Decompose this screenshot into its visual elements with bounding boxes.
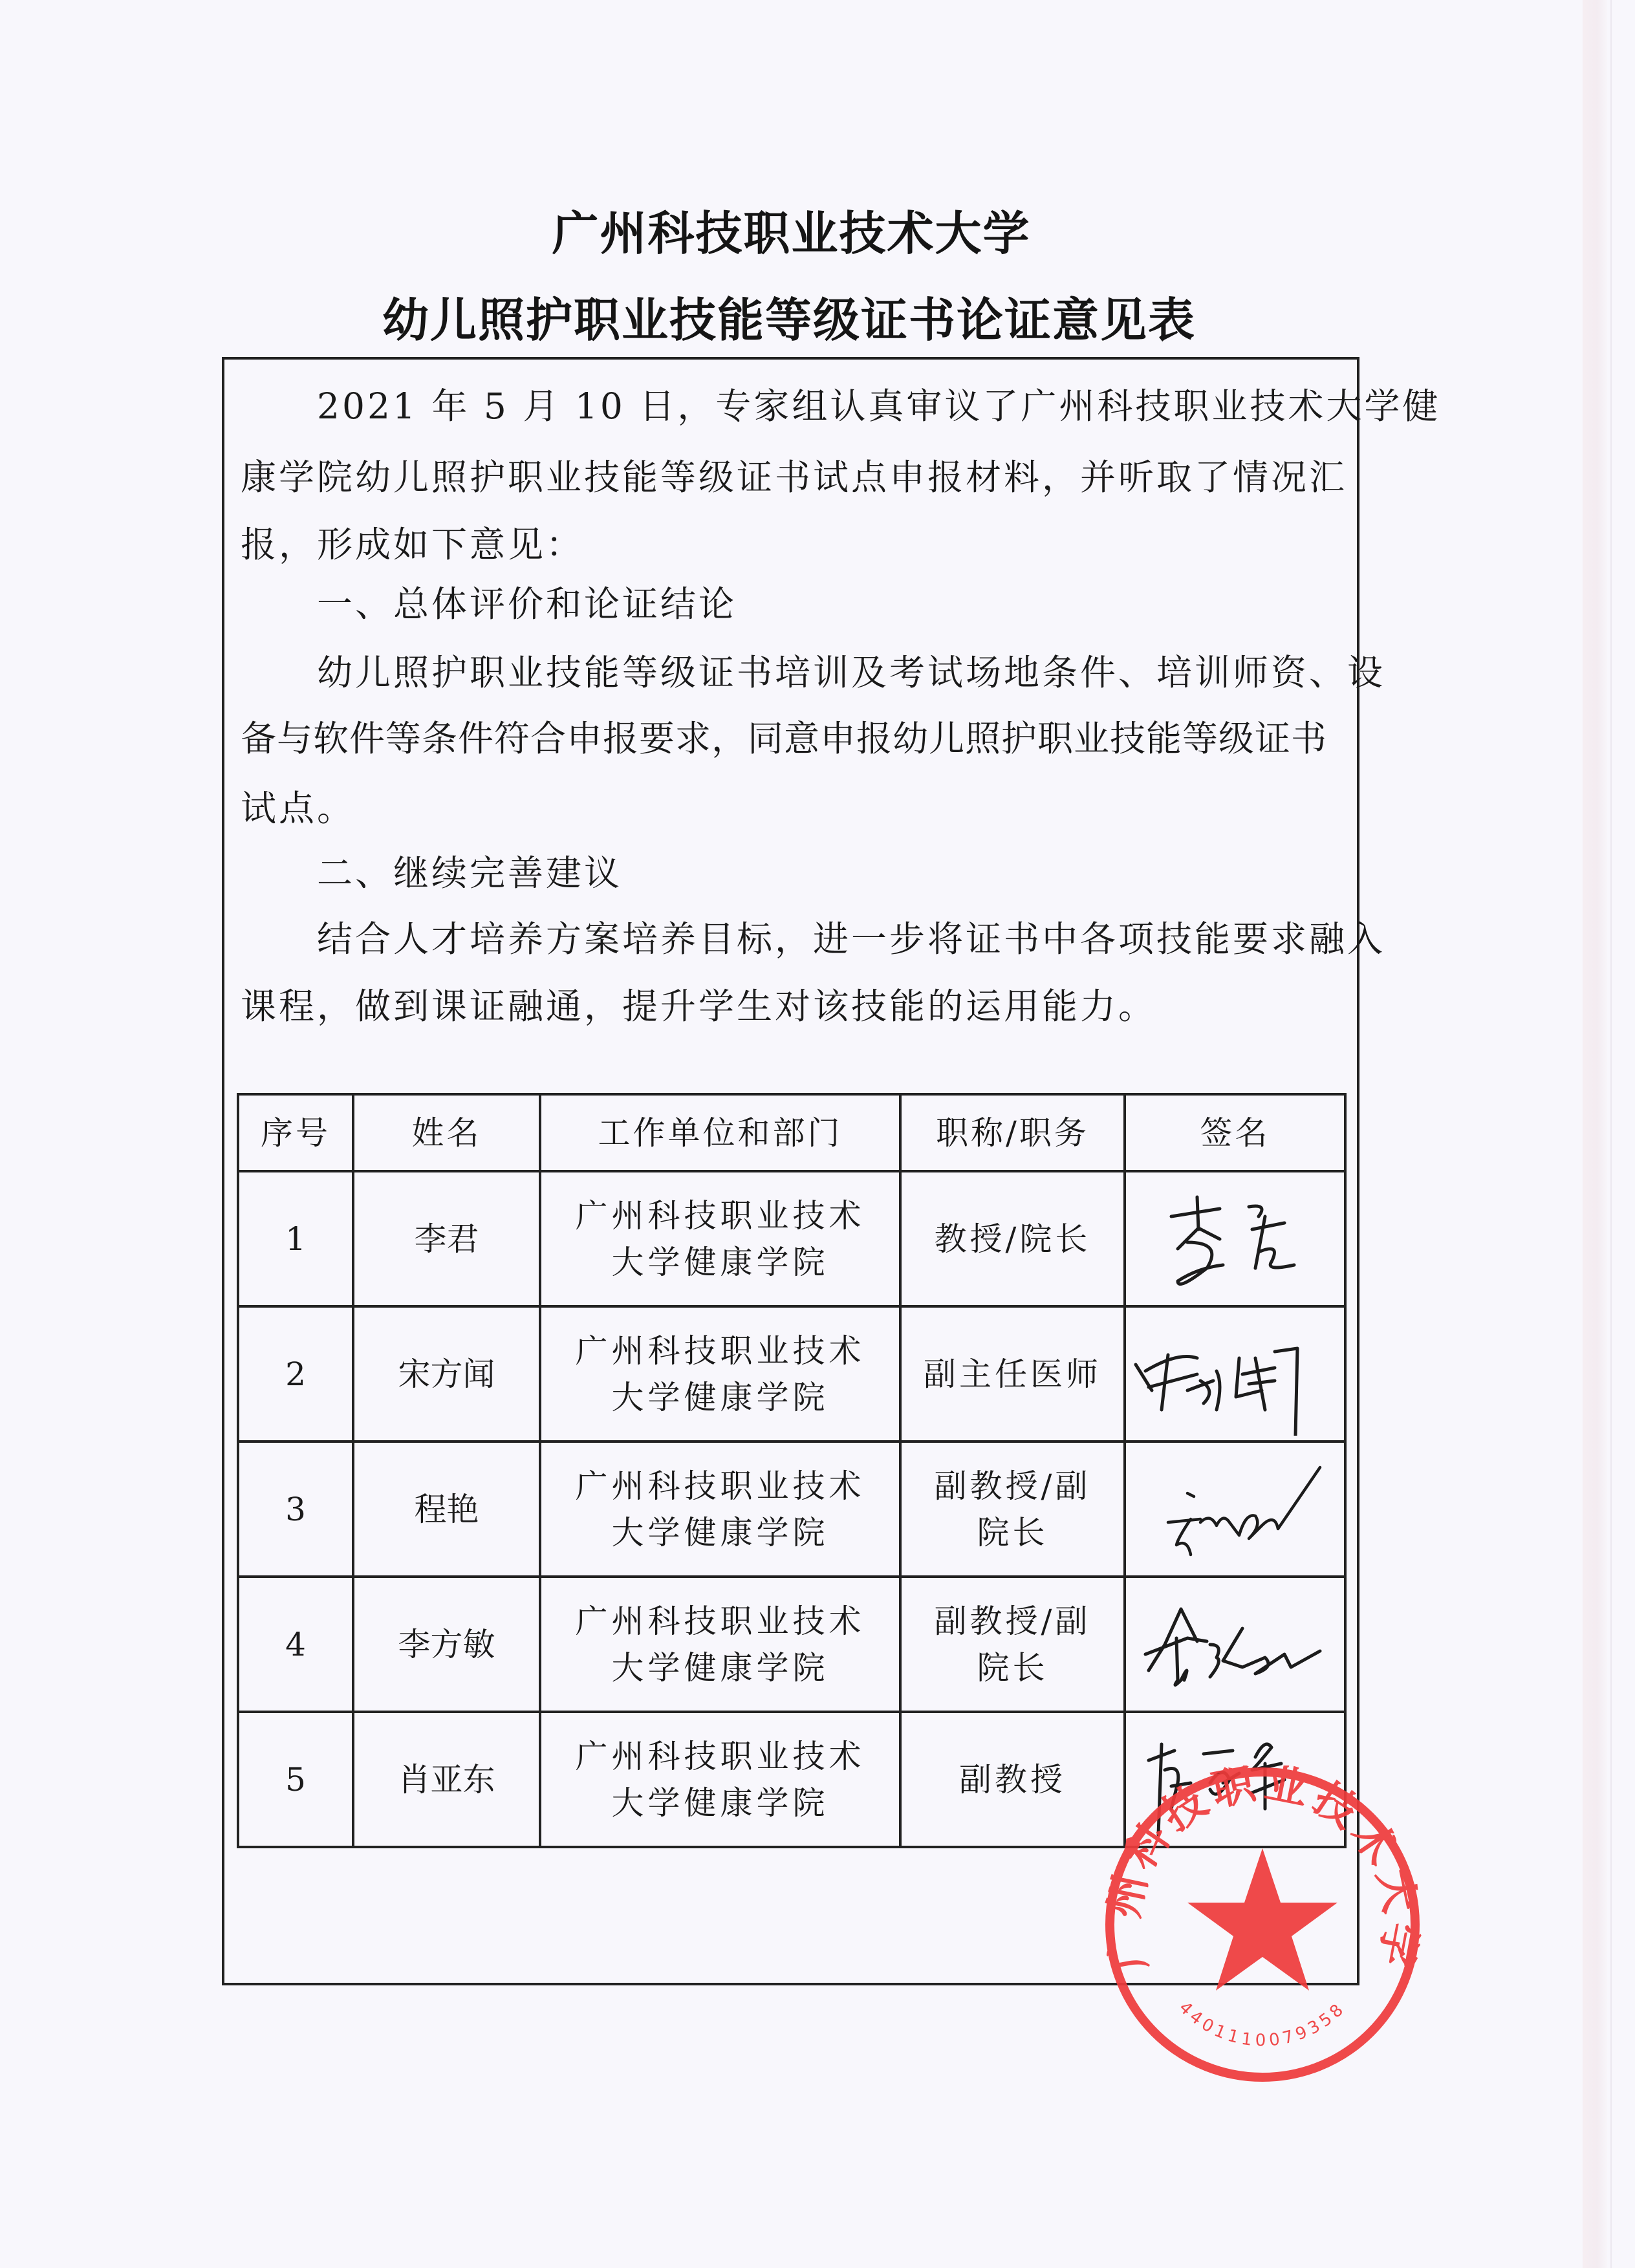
unit-line-2: 大学健康学院	[611, 1648, 829, 1687]
cell-seq: 1	[238, 1171, 353, 1306]
cell-title	[900, 1577, 1125, 1712]
intro-line-2: 康学院幼儿照护职业技能等级证书试点申报材料，并听取了情况汇	[241, 457, 1348, 498]
signature-cheng-yan-icon	[1126, 1448, 1347, 1571]
svg-text:4401110079358	[1175, 1998, 1350, 2050]
signature-li-jun-icon	[1126, 1178, 1347, 1301]
cell-signature	[1125, 1171, 1345, 1306]
cell-signature	[1125, 1306, 1345, 1442]
handwritten-signature	[1126, 1583, 1344, 1706]
unit-line-1: 广州科技职业技术	[575, 1332, 865, 1370]
cell-name: 宋方闻	[353, 1306, 540, 1442]
star-icon	[1187, 1848, 1337, 1991]
header-name: 姓名	[353, 1094, 540, 1171]
signature-li-fangmin-icon	[1126, 1583, 1347, 1706]
header-title: 职称/职务	[900, 1094, 1125, 1171]
table-header-row	[238, 1094, 1345, 1171]
unit-line-1: 广州科技职业技术	[575, 1467, 865, 1505]
title-line-1: 副教授	[959, 1760, 1066, 1798]
header-seq: 序号	[238, 1094, 353, 1171]
section1-heading: 一、总体评价和论证结论	[317, 583, 737, 625]
table-row	[238, 1442, 1345, 1577]
cell-name: 肖亚东	[353, 1712, 540, 1847]
intro-line-1: 2021 年 5 月 10 日，专家组认真审议了广州科技职业技术大学健	[317, 385, 1441, 427]
cell-name: 李君	[353, 1171, 540, 1306]
section1-line-1: 幼儿照护职业技能等级证书培训及考试场地条件、培训师资、设	[317, 652, 1386, 693]
seal-text: 广州科技职业技术大学	[1103, 1766, 1422, 1975]
title-line-1: 副主任医师	[924, 1355, 1101, 1393]
cell-title	[900, 1712, 1125, 1847]
seal-code: 4401110079358	[1175, 1998, 1350, 2051]
title-line-2: 院长	[977, 1513, 1048, 1551]
table-row	[238, 1306, 1345, 1442]
expert-table	[237, 1093, 1347, 1848]
red-seal-icon	[1103, 1766, 1422, 2084]
cell-seq: 5	[238, 1712, 353, 1847]
cell-unit	[540, 1712, 900, 1847]
section2-heading: 二、继续完善建议	[317, 852, 623, 894]
unit-line-2: 大学健康学院	[611, 1378, 829, 1416]
title-line-2: 院长	[977, 1648, 1048, 1687]
cell-unit	[540, 1306, 900, 1442]
unit-line-2: 大学健康学院	[611, 1243, 829, 1281]
title-line-1: 副教授/副	[934, 1602, 1091, 1640]
section1-line-3: 试点。	[241, 788, 356, 829]
title-line-1: 副教授/副	[934, 1467, 1091, 1505]
cell-seq: 3	[238, 1442, 353, 1577]
cell-title	[900, 1306, 1125, 1442]
document-title-form: 幼儿照护职业技能等级证书论证意见表	[382, 293, 1196, 347]
signature-song-fangwen-icon	[1126, 1313, 1347, 1436]
cell-unit	[540, 1171, 900, 1306]
handwritten-signature	[1126, 1448, 1344, 1571]
table-row	[238, 1577, 1345, 1712]
cell-signature	[1125, 1442, 1345, 1577]
cell-name: 李方敏	[353, 1577, 540, 1712]
page-edge-line	[1610, 0, 1612, 2268]
cell-name: 程艳	[353, 1442, 540, 1577]
cell-title	[900, 1442, 1125, 1577]
scanned-page-edge	[1583, 0, 1607, 2268]
intro-line-3: 报，形成如下意见：	[241, 524, 585, 565]
unit-line-2: 大学健康学院	[611, 1513, 829, 1551]
cell-signature	[1125, 1577, 1345, 1712]
cell-title	[900, 1171, 1125, 1306]
section2-line-2: 课程，做到课证融通，提升学生对该技能的运用能力。	[241, 986, 1157, 1027]
unit-line-2: 大学健康学院	[611, 1784, 829, 1822]
table-row	[238, 1171, 1345, 1306]
header-signature: 签名	[1125, 1094, 1345, 1171]
unit-line-1: 广州科技职业技术	[575, 1196, 865, 1235]
unit-line-1: 广州科技职业技术	[575, 1602, 865, 1640]
expert-table-container	[237, 1093, 1347, 1848]
cell-unit	[540, 1442, 900, 1577]
document-title-institution: 广州科技职业技术大学	[552, 206, 1031, 261]
section2-line-1: 结合人才培养方案培养目标，进一步将证书中各项技能要求融入	[317, 918, 1386, 960]
official-seal	[1103, 1766, 1422, 2084]
unit-line-1: 广州科技职业技术	[575, 1737, 865, 1775]
header-unit: 工作单位和部门	[540, 1094, 900, 1171]
cell-seq: 4	[238, 1577, 353, 1712]
section1-line-2: 备与软件等条件符合申报要求，同意申报幼儿照护职业技能等级证书	[241, 718, 1328, 759]
handwritten-signature	[1126, 1178, 1344, 1301]
cell-unit	[540, 1577, 900, 1712]
handwritten-signature	[1126, 1313, 1344, 1436]
title-line-1: 教授/院长	[934, 1220, 1091, 1258]
cell-seq: 2	[238, 1306, 353, 1442]
